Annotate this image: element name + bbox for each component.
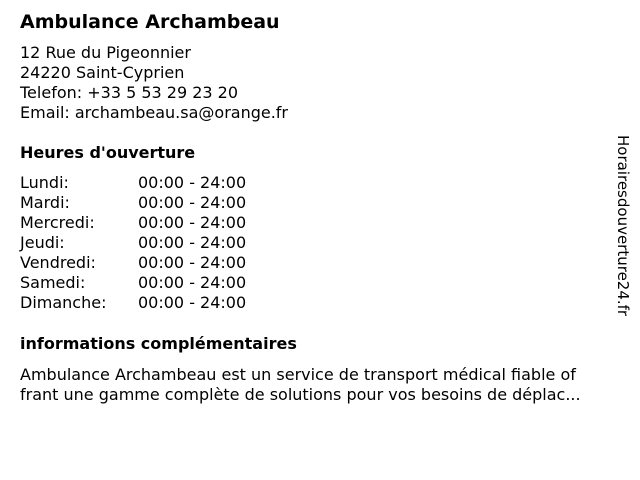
day-label: Mercredi: xyxy=(20,213,95,232)
day-label: Vendredi: xyxy=(20,253,96,272)
business-card xyxy=(20,10,610,405)
hours-value: 00:00 - 24:00 xyxy=(138,173,247,192)
business-name: Ambulance Archambeau xyxy=(20,11,280,33)
description-line-2: frant une gamme complète de solutions pour vos besoins de déplac... xyxy=(20,385,581,404)
hours-row-sunday xyxy=(20,293,610,313)
description-line-1: Ambulance Archambeau est un service de transport médical fiable of xyxy=(20,365,576,384)
hours-value: 00:00 - 24:00 xyxy=(138,233,247,252)
hours-row-saturday xyxy=(20,273,610,293)
phone-text: Telefon: +33 5 53 29 23 20 xyxy=(20,83,239,102)
hours-row-friday xyxy=(20,253,610,273)
day-label: Lundi: xyxy=(20,173,69,192)
hours-row-thursday xyxy=(20,233,610,253)
hours-value: 00:00 - 24:00 xyxy=(138,213,247,232)
hours-row-tuesday xyxy=(20,193,610,213)
hours-value: 00:00 - 24:00 xyxy=(138,253,247,272)
hours-row-wednesday xyxy=(20,213,610,233)
additional-info-heading: informations complémentaires xyxy=(20,334,297,353)
address-line-2: 24220 Saint-Cyprien xyxy=(20,63,185,82)
hours-value: 00:00 - 24:00 xyxy=(138,193,247,212)
hours-value: 00:00 - 24:00 xyxy=(138,293,247,312)
hours-value: 00:00 - 24:00 xyxy=(138,273,247,292)
site-watermark xyxy=(612,135,636,345)
day-label: Samedi: xyxy=(20,273,86,292)
day-label: Mardi: xyxy=(20,193,70,212)
opening-hours-heading: Heures d'ouverture xyxy=(20,143,196,162)
email-text: Email: archambeau.sa@orange.fr xyxy=(20,103,289,122)
site-watermark-text: Horairesdouverture24.fr xyxy=(614,135,632,317)
opening-hours-list xyxy=(20,173,610,313)
day-label: Jeudi: xyxy=(20,233,65,252)
hours-row-monday xyxy=(20,173,610,193)
day-label: Dimanche: xyxy=(20,293,107,312)
address-line-1: 12 Rue du Pigeonnier xyxy=(20,43,191,62)
